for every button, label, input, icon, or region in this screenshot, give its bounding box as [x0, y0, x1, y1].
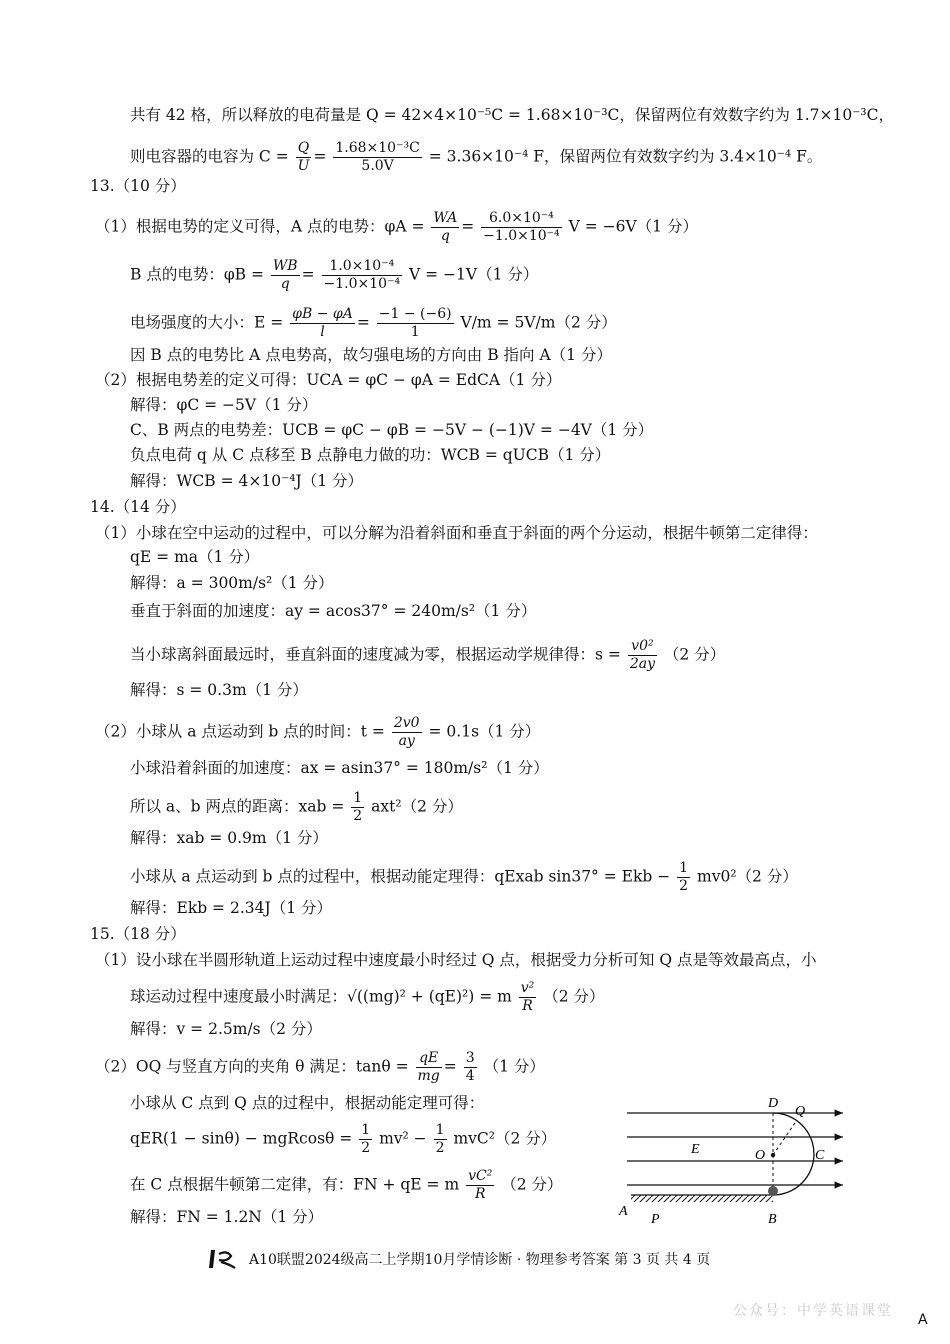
ground-hatch [631, 1195, 773, 1202]
label-a: A [619, 1204, 628, 1219]
page-footer: A10联盟2024级高二上学期10月学情诊断 · 物理参考答案 第 3 页 共 4 页 [205, 1248, 710, 1270]
text-line: qE = ma（1 分） [130, 548, 260, 566]
watermark: 公众号：中学英语课堂 [733, 1303, 893, 1319]
center-o [771, 1153, 775, 1157]
section-heading: 13.（10 分） [90, 177, 186, 195]
formula-line: 当小球离斜面最远时，垂直斜面的速度减为零，根据运动学规律得：s = $\frac{\text{v0²}}{2ay}$ （2 分） [130, 638, 726, 672]
ball [768, 1186, 778, 1196]
label-p: P [651, 1212, 660, 1227]
text-line: 垂直于斜面的加速度：ay = acos37° = 240m/s²（1 分） [130, 602, 537, 620]
text-line: 解得：a = 300m/s²（1 分） [130, 574, 334, 592]
label-d: D [768, 1096, 779, 1111]
label-q: Q [795, 1104, 806, 1119]
formula-line: （2）OQ 与竖直方向的夹角 θ 满足：tanθ = $\frac{qE}{mg}$ = $\frac{3}{4}$ （1 分） [95, 1050, 545, 1084]
text-line: （2）根据电势差的定义可得：UCA = φC − φA = EdCA（1 分） [95, 371, 562, 389]
formula-line: 小球从 a 点运动到 b 点的过程中，根据动能定理得：qExab sin37° = Ekb − $\frac{1}{2}$ mv0²（2 分） [130, 860, 798, 894]
text-line: 小球沿着斜面的加速度：ax = asin37° = 180m/s²（1 分） [130, 759, 549, 777]
formula-line: 球运动过程中速度最小时满足：√((mg)² + (qE)²) = m $\frac{\text{v²}}{R}$ （2 分） [130, 980, 605, 1014]
text-line: （1）小球在空中运动的过程中，可以分解为沿着斜面和垂直于斜面的两个分运动，根据牛顿第二定律得： [95, 524, 818, 542]
publisher-logo-icon [205, 1248, 245, 1270]
formula-line: 在 C 点根据牛顿第二定律，有：FN + qE = m $\frac{\text{vC²}}{R}$ （2 分） [130, 1168, 563, 1202]
formula-line: 所以 a、b 两点的距离：xab = $\frac{1}{2}$ axt²（2 分） [130, 790, 463, 824]
formula-line: qER(1 − sinθ) − mgRcosθ = $\frac{1}{2}$ mv² − $\frac{1}{2}$ mvC²（2 分） [130, 1122, 557, 1156]
formula-line: 则电容器的电容为 C = $\frac{Q}{U}$ = $\frac{\text{1.68×10⁻³C}}{5.0V}$ = 3.36×10⁻⁴ F，保留两位有效数字约为 3.4×10⁻⁴ F。 [130, 140, 823, 174]
text-line: 因 B 点的电势比 A 点电势高，故匀强电场的方向由 B 指向 A（1 分） [130, 346, 612, 364]
text-line: 解得：xab = 0.9m（1 分） [130, 829, 328, 847]
label-c: C [815, 1148, 825, 1163]
formula-line: 电场强度的大小：E = $\frac{\varphi B - \varphi A}{l}$ = $\frac{-1 - (-6)}{1}$ V/m = 5V/m（2 分） [130, 306, 617, 340]
text-line: 解得：v = 2.5m/s（2 分） [130, 1020, 322, 1038]
text-line: 负点电荷 q 从 C 点移至 B 点静电力做的功：WCB = qUCB（1 分） [130, 446, 611, 464]
text-line: 解得：FN = 1.2N（1 分） [130, 1208, 324, 1226]
text-line: 解得：s = 0.3m（1 分） [130, 681, 308, 699]
section-heading: 15.（18 分） [90, 925, 186, 943]
physics-diagram [615, 1095, 855, 1230]
text-line: 解得：φC = −5V（1 分） [130, 396, 318, 414]
label-b: B [768, 1212, 777, 1227]
section-heading: 14.（14 分） [90, 498, 186, 516]
text-line: 小球从 C 点到 Q 点的过程中，根据动能定理可得： [130, 1094, 485, 1112]
text-line: C、B 两点的电势差：UCB = φC − φB = −5V − (−1)V = −4V（1 分） [130, 421, 654, 439]
formula-line: B 点的电势：φB = $\frac{WB}{q}$ = $\frac{\text{1.0×10⁻⁴}}{\text{−1.0×10⁻⁴}}$ V = −1V（1 分） [130, 258, 539, 292]
text-line: 共有 42 格，所以释放的电荷量是 Q = 42×4×10⁻⁵C = 1.68×10⁻³C，保留两位有效数字约为 1.7×10⁻³C， [130, 106, 894, 124]
text-line: 解得：Ekb = 2.34J（1 分） [130, 899, 332, 917]
text-line: （1）设小球在半圆形轨道上运动过程中速度最小时经过 Q 点，根据受力分析可知 Q 点是等效最高点，小 [95, 951, 817, 969]
label-o: O [755, 1148, 766, 1163]
label-e: E [691, 1142, 700, 1157]
text-line: 解得：WCB = 4×10⁻⁴J（1 分） [130, 472, 363, 490]
corner-mark: A [918, 1312, 928, 1328]
formula-line: （1）根据电势的定义可得，A 点的电势：φA = $\frac{WA}{q}$ = $\frac{\text{6.0×10⁻⁴}}{\text{−1.0×10⁻⁴}}$ V = −6V（1 分） [95, 210, 698, 244]
formula-line: （2）小球从 a 点运动到 b 点的时间：t = $\frac{2v0}{ay}$ = 0.1s（1 分） [95, 715, 541, 749]
